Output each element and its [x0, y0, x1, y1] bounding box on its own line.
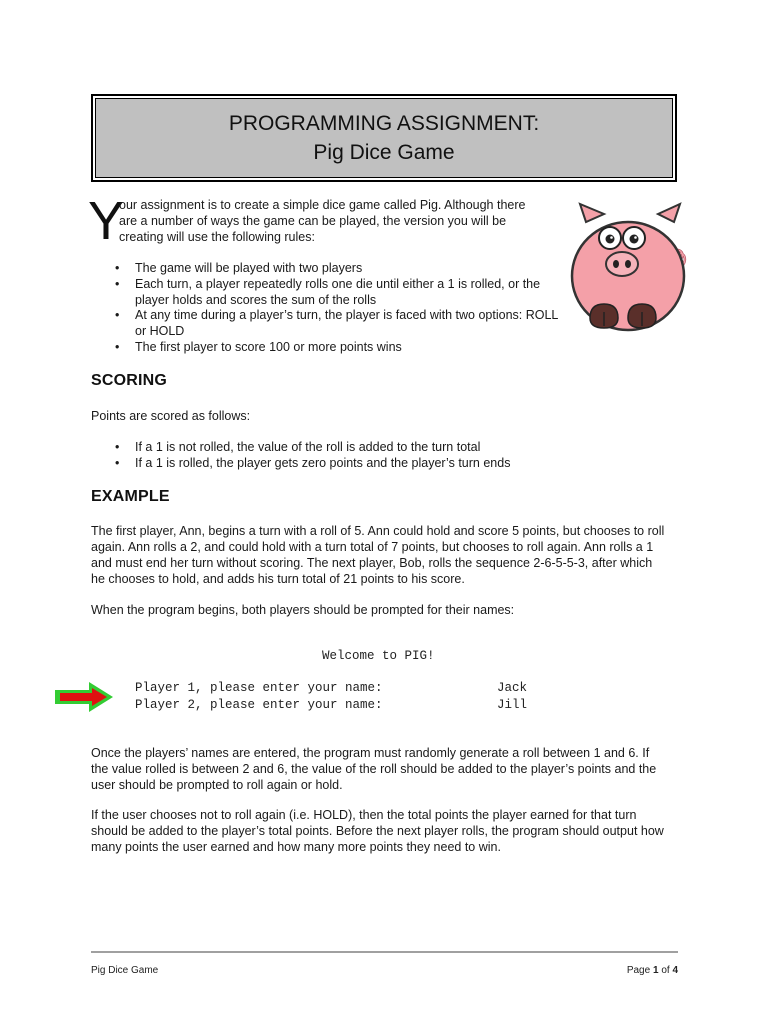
rule-item: • The first player to score 100 or more points wins — [113, 340, 563, 356]
console-answer-2: Jill — [497, 698, 528, 712]
pig-icon — [566, 200, 694, 336]
rule-item: • Each turn, a player repeatedly rolls one die until either a 1 is rolled, or the player holds and scores the sum of the rolls — [113, 277, 563, 309]
example-line: and must end her turn without scoring. The next player, Bob, rolls the sequence 2-6-5-5-3, after which — [91, 556, 653, 570]
footer-title: Pig Dice Game — [91, 965, 159, 976]
rule-item: • At any time during a player’s turn, the player is faced with two options: ROLL or HOLD — [113, 308, 563, 340]
intro-line: creating will use the following rules: — [119, 230, 315, 244]
scoring-item: • If a 1 is not rolled, the value of the roll is added to the turn total — [113, 439, 653, 455]
page-number — [590, 965, 678, 976]
intro-line: are a number of ways the game can be played, the version you will be — [119, 214, 507, 228]
scoring-list — [113, 439, 653, 471]
console-answer-1: Jack — [497, 681, 528, 695]
right-arrow-icon — [53, 680, 115, 714]
page-word: Page — [626, 965, 651, 976]
title-banner-inner — [95, 98, 673, 178]
page-current: 1 — [652, 965, 659, 976]
scoring-heading: SCORING — [91, 372, 168, 389]
roll-line: Once the players’ names are entered, the program must randomly generate a roll between 1 and 6. If — [91, 746, 650, 760]
drop-cap: Y — [88, 191, 125, 251]
example-line: The first player, Ann, begins a turn with a roll of 5. Ann could hold and score 5 points, but chooses to roll — [91, 524, 665, 538]
console-prompt-2: Player 2, please enter your name: — [135, 698, 383, 712]
scoring-item: • If a 1 is rolled, the player gets zero points and the player’s turn ends — [113, 455, 653, 471]
example-paragraph — [91, 523, 691, 587]
roll-line: the value rolled is between 2 and 6, the value of the roll should be added to the player’s points and the — [91, 762, 657, 776]
hold-line: many points the user earned and how many more points they need to win. — [91, 840, 501, 854]
console-prompt-1: Player 1, please enter your name: — [135, 681, 383, 695]
footer-divider — [91, 951, 678, 953]
rule-item: • The game will be played with two players — [113, 261, 563, 277]
of-word: of — [661, 965, 670, 976]
title-line-2: Pig Dice Game — [313, 141, 455, 164]
example-line: again. Ann rolls a 2, and could hold with a turn total of 7 points, but chooses to roll again. Ann rolls a 1 — [91, 540, 654, 554]
example-heading: EXAMPLE — [91, 488, 170, 505]
page-total: 4 — [672, 965, 678, 976]
prompt-note: When the program begins, both players should be prompted for their names: — [91, 603, 515, 617]
rules-list — [113, 261, 563, 356]
intro-paragraph — [119, 197, 559, 245]
scoring-intro: Points are scored as follows: — [91, 409, 251, 423]
title-banner — [91, 94, 677, 182]
roll-line: user should be prompted to roll again or hold. — [91, 778, 343, 792]
console-welcome: Welcome to PIG! — [322, 649, 435, 663]
example-line: he chooses to hold, and adds his turn total of 21 points to his score. — [91, 572, 465, 586]
hold-paragraph — [91, 807, 691, 855]
intro-line: our assignment is to create a simple dice game called Pig. Although there — [119, 198, 526, 212]
roll-paragraph — [91, 745, 691, 793]
hold-line: If the user chooses not to roll again (i.e. HOLD), then the total points the player earned for that turn — [91, 808, 637, 822]
hold-line: should be added to the player’s total points. Before the next player rolls, the program should output how — [91, 824, 664, 838]
title-line-1: PROGRAMMING ASSIGNMENT: — [228, 112, 540, 135]
